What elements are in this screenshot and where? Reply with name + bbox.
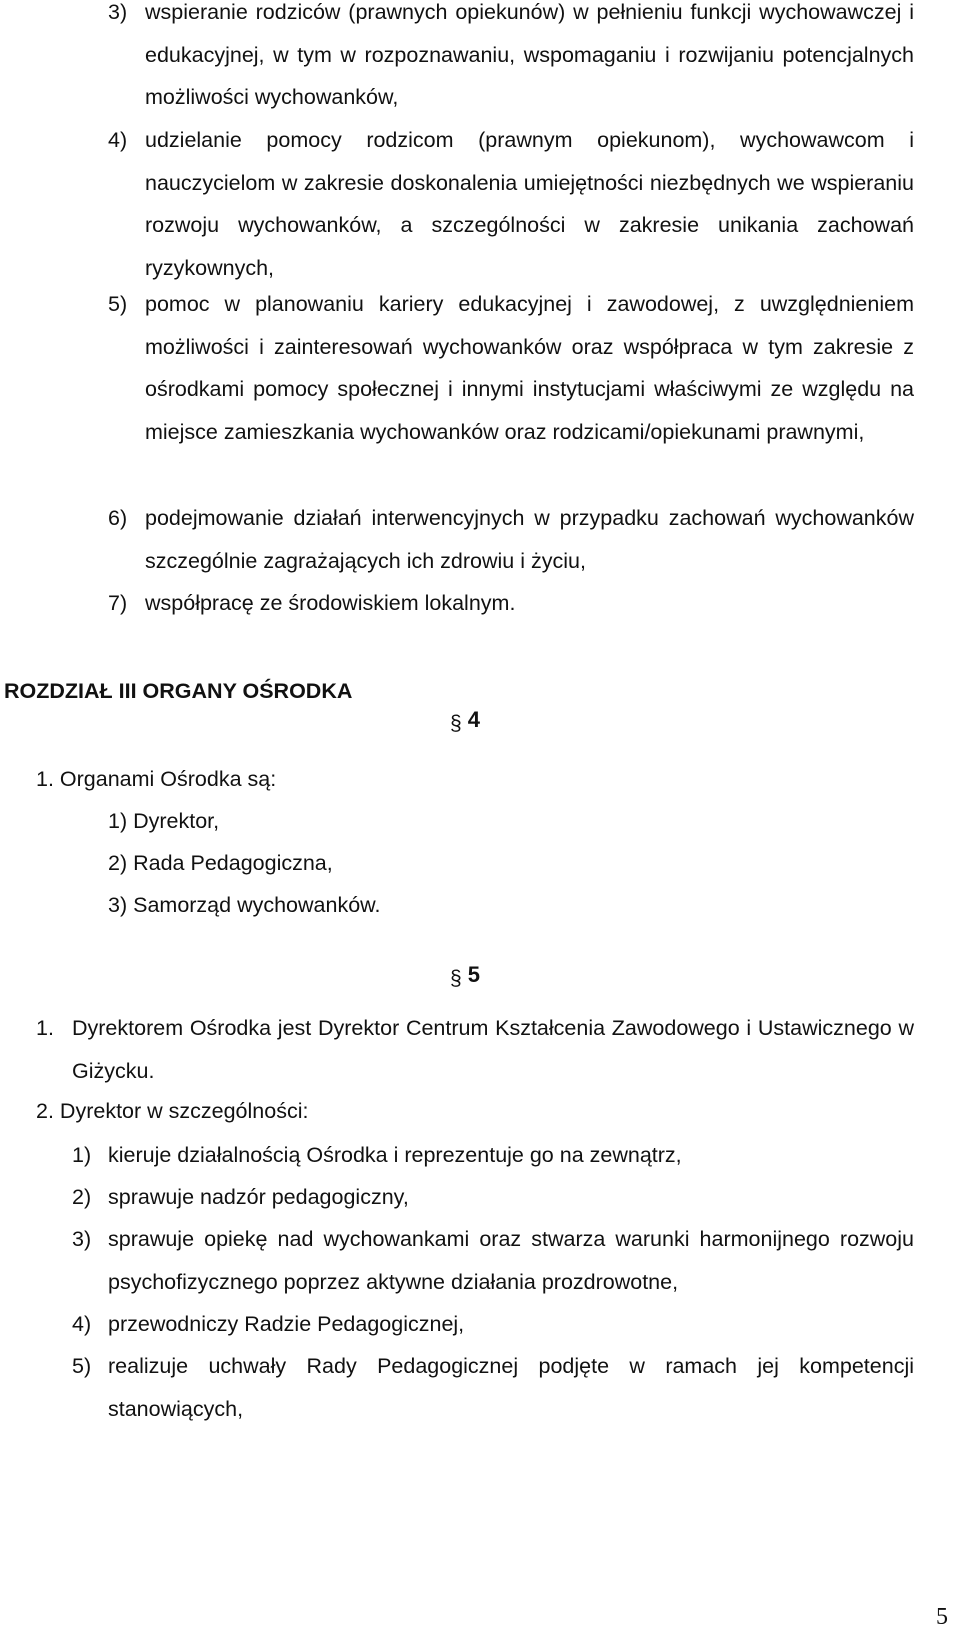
chapter-heading: ROZDZIAŁ III ORGANY OŚRODKA bbox=[4, 679, 353, 703]
list-item-text: pomoc w planowaniu kariery edukacyjnej i zawodowej, z uwzględnieniem możliwości i zainteresowań wychowanków oraz współpraca w tym zakresie z ośrodkami pomocy społecznej i innymi instytucjami właściwymi ze względu na miejsce zamieszkania wychowanków oraz rodzicami/opiekunami prawnymi, bbox=[145, 292, 914, 444]
point-1 bbox=[36, 1007, 914, 1092]
director-item-4 bbox=[72, 1303, 914, 1346]
list-item-number: 5) bbox=[72, 1354, 92, 1378]
paragraph-number: 4 bbox=[467, 707, 480, 732]
list-item-text: podejmowanie działań interwencyjnych w przypadku zachowań wychowanków szczególnie zagrażających ich zdrowiu i życiu, bbox=[145, 506, 914, 573]
list-item-number: 2) bbox=[108, 851, 128, 875]
list-item-number: 4) bbox=[108, 128, 128, 152]
list-item-number: 3) bbox=[72, 1227, 92, 1251]
list-item-number: 2) bbox=[72, 1185, 92, 1209]
list-item-number: 6) bbox=[108, 506, 128, 530]
section-symbol: § bbox=[450, 967, 462, 990]
list-item-text: sprawuje nadzór pedagogiczny, bbox=[108, 1185, 409, 1209]
list-item-text: Samorząd wychowanków. bbox=[133, 893, 381, 917]
director-item-1 bbox=[72, 1134, 914, 1177]
section-symbol: § bbox=[450, 712, 462, 735]
list-item-text: kieruje działalnością Ośrodka i reprezentuje go na zewnątrz, bbox=[108, 1143, 682, 1167]
director-item-2 bbox=[72, 1176, 914, 1219]
point-text: Dyrektorem Ośrodka jest Dyrektor Centrum Kształcenia Zawodowego i Ustawicznego w Giżycku. bbox=[72, 1016, 914, 1083]
list-item-3 bbox=[108, 0, 914, 119]
point-number: 2. bbox=[36, 1099, 54, 1123]
organ-item-3 bbox=[108, 890, 380, 920]
point-number: 1. bbox=[36, 1016, 54, 1040]
list-item-7 bbox=[108, 582, 914, 625]
list-item-text: przewodniczy Radzie Pedagogicznej, bbox=[108, 1312, 465, 1336]
paragraph-number: 5 bbox=[467, 962, 480, 987]
list-item-number: 3) bbox=[108, 0, 128, 24]
organ-item-1 bbox=[108, 806, 219, 836]
list-item-number: 1) bbox=[72, 1143, 92, 1167]
organ-item-2 bbox=[108, 848, 333, 878]
point-text: Organami Ośrodka są: bbox=[59, 767, 277, 791]
point-text: Dyrektor w szczególności: bbox=[59, 1099, 309, 1123]
director-item-3 bbox=[72, 1218, 914, 1303]
list-item-number: 4) bbox=[72, 1312, 92, 1336]
paragraph-4-heading bbox=[450, 705, 480, 736]
list-item-text: sprawuje opiekę nad wychowankami oraz stwarza warunki harmonijnego rozwoju psychofizycznego poprzez aktywne działania prozdrowotne, bbox=[108, 1227, 914, 1294]
list-item-6 bbox=[108, 497, 914, 582]
list-item-4 bbox=[108, 119, 914, 289]
point-number: 1. bbox=[36, 767, 54, 791]
list-item-text: Rada Pedagogiczna, bbox=[133, 851, 333, 875]
list-item-number: 3) bbox=[108, 893, 128, 917]
list-item-text: udzielanie pomocy rodzicom (prawnym opiekunom), wychowawcom i nauczycielom w zakresie doskonalenia umiejętności niezbędnych we wspieraniu rozwoju wychowanków, a szczególności w zakresie unikania zachowań ryzykownych, bbox=[145, 128, 914, 280]
list-item-text: wspieranie rodziców (prawnych opiekunów) w pełnieniu funkcji wychowawczej i edukacyjnej, w tym w rozpoznawaniu, wspomaganiu i rozwijaniu potencjalnych możliwości wychowanków, bbox=[145, 0, 914, 110]
point-1 bbox=[36, 764, 276, 794]
list-item-number: 1) bbox=[108, 809, 128, 833]
point-2 bbox=[36, 1096, 308, 1126]
list-item-text: współpracę ze środowiskiem lokalnym. bbox=[145, 591, 516, 615]
paragraph-5-heading bbox=[450, 960, 480, 991]
director-item-5 bbox=[72, 1345, 914, 1430]
list-item-number: 5) bbox=[108, 292, 128, 316]
list-item-5 bbox=[108, 283, 914, 453]
list-item-text: realizuje uchwały Rady Pedagogicznej podjęte w ramach jej kompetencji stanowiących, bbox=[108, 1354, 914, 1421]
page-number: 5 bbox=[936, 1604, 948, 1630]
list-item-number: 7) bbox=[108, 591, 128, 615]
list-item-text: Dyrektor, bbox=[133, 809, 220, 833]
